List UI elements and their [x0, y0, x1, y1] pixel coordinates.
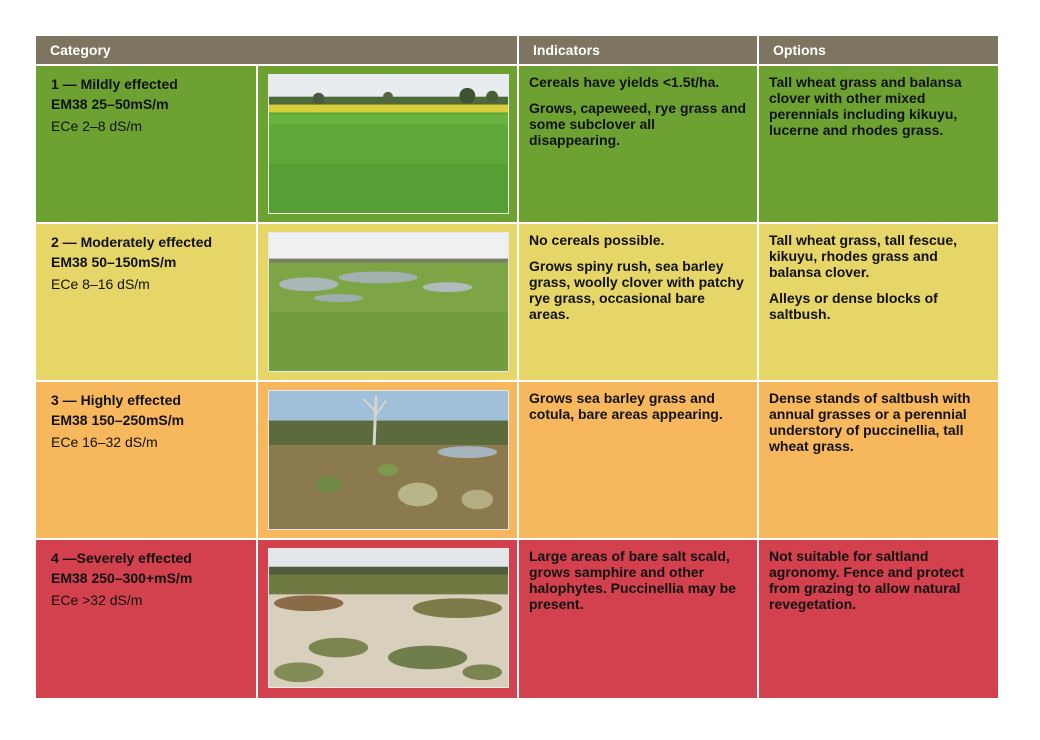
options-cell — [759, 66, 998, 222]
indicator-text: Cereals have yields <1.5t/ha. — [529, 74, 720, 90]
table-row — [36, 382, 998, 540]
category-em38: EM38 50–150mS/m — [51, 254, 177, 270]
option-text: Dense stands of saltbush with annual grasses or a perennial understory of puccinellia, tall wheat grass. — [769, 390, 971, 454]
indicators-cell — [519, 540, 759, 698]
indicator-text: Grows spiny rush, sea barley grass, woolly clover with patchy rye grass, occasional bare areas. — [529, 258, 744, 322]
header-category: Category — [36, 36, 519, 64]
indicators-cell — [519, 66, 759, 222]
category-ece: ECe 2–8 dS/m — [51, 118, 143, 134]
category-em38: EM38 150–250mS/m — [51, 412, 185, 428]
category-em38: EM38 250–300+mS/m — [51, 570, 193, 586]
table-row — [36, 540, 998, 698]
category-cell — [36, 540, 258, 698]
option-text: Alleys or dense blocks of saltbush. — [769, 290, 938, 322]
category-photo — [268, 74, 509, 214]
indicator-text: Grows sea barley grass and cotula, bare areas appearing. — [529, 390, 723, 422]
category-ece: ECe 16–32 dS/m — [51, 434, 158, 450]
category-ece: ECe >32 dS/m — [51, 592, 143, 608]
category-title: 3 — Highly effected — [51, 392, 181, 408]
header-options: Options — [773, 42, 826, 58]
indicator-text: No cereals possible. — [529, 232, 665, 248]
indicator-text: Large areas of bare salt scald, grows samphire and other halophytes. Puccinellia may be present. — [529, 548, 736, 612]
header-indicators: Indicators — [519, 36, 759, 64]
options-cell — [759, 224, 998, 380]
salinity-category-table — [36, 36, 998, 698]
options-cell — [759, 540, 998, 698]
options-cell — [759, 382, 998, 538]
category-title: 2 — Moderately effected — [51, 234, 213, 250]
option-text: Tall wheat grass and balansa clover with other mixed perennials including kikuyu, lucerne and rhodes grass. — [769, 74, 962, 138]
indicators-cell — [519, 224, 759, 380]
table-header — [36, 36, 998, 66]
table-row — [36, 224, 998, 382]
category-title: 1 — Mildly effected — [51, 76, 178, 92]
category-ece: ECe 8–16 dS/m — [51, 276, 150, 292]
category-cell — [36, 224, 258, 380]
category-photo — [268, 232, 509, 372]
category-title: 4 —Severely effected — [51, 550, 192, 566]
category-cell — [36, 66, 258, 222]
category-photo — [268, 390, 509, 530]
table-row — [36, 66, 998, 224]
category-photo — [268, 548, 509, 688]
category-em38: EM38 25–50mS/m — [51, 96, 169, 112]
indicator-text: Grows, capeweed, rye grass and some subclover all disappearing. — [529, 100, 747, 148]
category-cell — [36, 382, 258, 538]
option-text: Tall wheat grass, tall fescue, kikuyu, rhodes grass and balansa clover. — [769, 232, 958, 280]
option-text: Not suitable for saltland agronomy. Fence and protect from grazing to allow natural revegetation. — [769, 548, 964, 612]
indicators-cell — [519, 382, 759, 538]
